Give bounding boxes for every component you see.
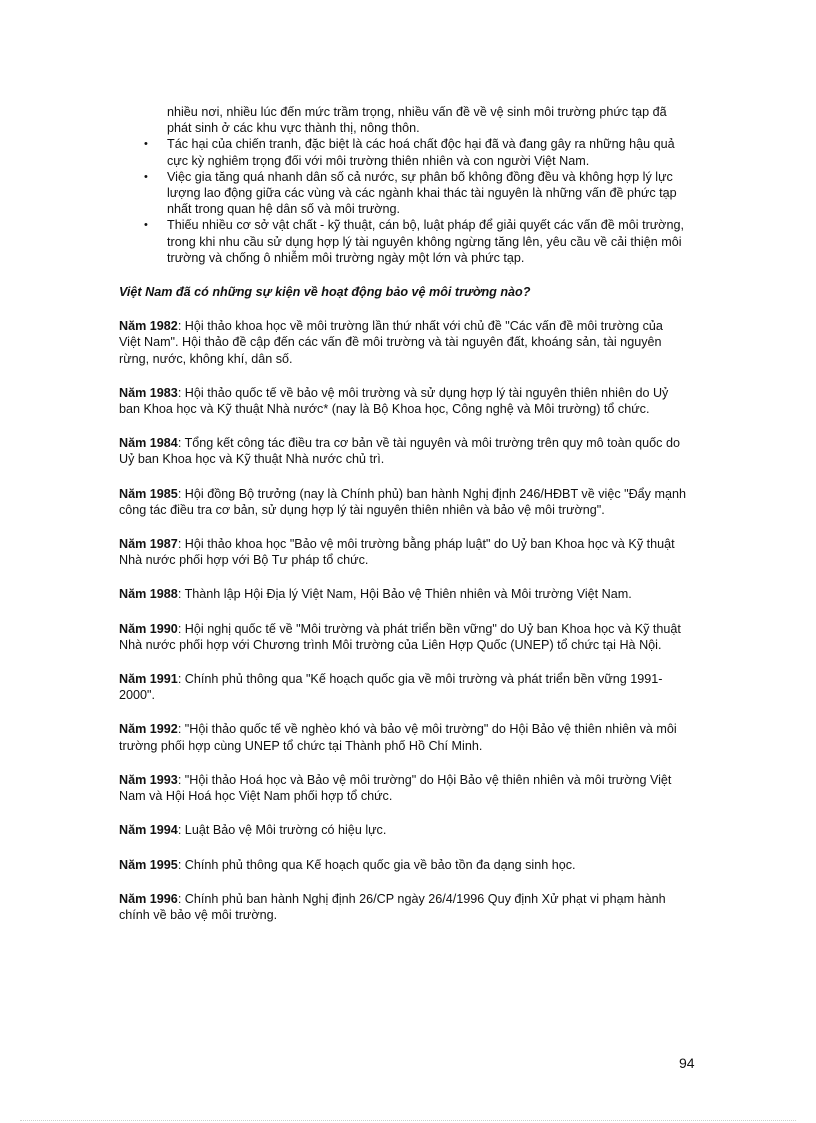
event-text: : Chính phủ thông qua Kế hoạch quốc gia về bảo tồn đa dạng sinh học.	[177, 857, 576, 872]
event-text: : Thành lập Hội Địa lý Việt Nam, Hội Bảo vệ Thiên nhiên và Môi trường Việt Nam.	[177, 587, 632, 602]
event-year: Năm 1993	[119, 772, 178, 787]
event-item	[119, 318, 686, 367]
event-year: Năm 1990	[119, 621, 178, 636]
event-item	[119, 822, 686, 838]
event-text: : Hội nghị quốc tế về "Môi trường và phát triển bền vững" do Uỷ ban Khoa học và Kỹ thuật Nhà nước phối hợp với Chương trình Môi trường của Liên Hợp Quốc (UNEP) tổ chức tại Hà Nội.	[119, 621, 681, 652]
list-item	[119, 169, 686, 218]
event-item	[119, 721, 686, 753]
event-text: : Hội đồng Bộ trưởng (nay là Chính phủ) ban hành Nghị định 246/HĐBT về việc "Đẩy mạnh công tác điều tra cơ bản, sử dụng hợp lý tài nguyên thiên nhiên và bảo vệ môi trường".	[119, 486, 686, 517]
bullet-icon: •	[144, 170, 148, 183]
event-item	[119, 671, 686, 703]
event-text: : "Hội thảo Hoá học và Bảo vệ môi trường" do Hội Bảo vệ thiên nhiên và môi trường Việt Nam và Hội Hoá học Việt Nam phối hợp tổ chức.	[119, 772, 672, 804]
list-item	[119, 136, 686, 168]
page-content	[119, 104, 686, 923]
page-bottom-divider	[20, 1120, 796, 1121]
event-item	[119, 586, 686, 602]
list-item-text: Tác hại của chiến tranh, đặc biệt là các hoá chất độc hại đã và đang gây ra những hậu quả cực kỳ nghiêm trọng đối với môi trường thiên nhiên và con người Việt Nam.	[167, 137, 675, 168]
event-list	[119, 318, 686, 923]
event-item	[119, 621, 686, 653]
list-item	[119, 217, 686, 266]
event-year: Năm 1994	[119, 823, 178, 838]
event-year: Năm 1995	[119, 857, 178, 872]
event-text: : Hội thảo khoa học "Bảo vệ môi trường bằng pháp luật" do Uỷ ban Khoa học và Kỹ thuật Nhà nước phối hợp với Bộ Tư pháp tổ chức.	[119, 537, 675, 568]
event-text: : Tổng kết công tác điều tra cơ bản về tài nguyên và môi trường trên quy mô toàn quốc do Uỷ ban Khoa học và Kỹ thuật Nhà nước chủ trì.	[119, 436, 680, 467]
list-item-text: Việc gia tăng quá nhanh dân số cả nước, sự phân bố không đồng đều và không hợp lý lực lượng lao động giữa các vùng và các ngành khai thác tài nguyên là những vấn đề phức tạp nhất trong quan hệ dân số và môi trường.	[167, 169, 677, 217]
event-year: Năm 1984	[119, 436, 178, 451]
bullet-icon: •	[144, 219, 148, 232]
list-item-text: nhiều nơi, nhiều lúc đến mức trầm trọng, nhiều vấn đề về vệ sinh môi trường phức tạp đã phát sinh ở các khu vực thành thị, nông thôn.	[167, 105, 667, 136]
event-year: Năm 1983	[119, 385, 178, 400]
event-year: Năm 1987	[119, 537, 178, 552]
section-question: Việt Nam đã có những sự kiện về hoạt động bảo vệ môi trường nào?	[119, 285, 531, 300]
list-item	[119, 104, 686, 136]
bullet-list	[119, 104, 686, 266]
event-year: Năm 1992	[119, 722, 178, 737]
event-item	[119, 857, 686, 873]
page-number: 94	[679, 1055, 695, 1071]
event-year: Năm 1988	[119, 587, 178, 602]
event-text: : Chính phủ ban hành Nghị định 26/CP ngày 26/4/1996 Quy định Xử phạt vi phạm hành chính về bảo vệ môi trường.	[119, 891, 666, 922]
event-year: Năm 1996	[119, 891, 178, 906]
bullet-icon: •	[144, 138, 148, 151]
event-text: : Chính phủ thông qua "Kế hoạch quốc gia về môi trường và phát triển bền vững 1991-2000".	[119, 672, 663, 703]
event-item	[119, 536, 686, 568]
event-item	[119, 486, 686, 518]
event-item	[119, 891, 686, 923]
event-year: Năm 1991	[119, 672, 178, 687]
event-text: : Luật Bảo vệ Môi trường có hiệu lực.	[177, 823, 387, 838]
event-year: Năm 1982	[119, 319, 178, 334]
list-item-text: Thiếu nhiều cơ sở vật chất - kỹ thuật, cán bộ, luật pháp để giải quyết các vấn đề môi trường, trong khi nhu cầu sử dụng hợp lý tài nguyên không ngừng tăng lên, yêu cầu về cải thiện môi trường và chống ô nhiễm môi trường ngày một lớn và phức tạp.	[167, 218, 684, 265]
event-item	[119, 385, 686, 417]
event-text: : Hội thảo khoa học về môi trường lần thứ nhất với chủ đề "Các vấn đề môi trường của Việt Nam". Hội thảo đề cập đến các vấn đề môi trường và tài nguyên đất, khoáng sản, tài nguyên rừng, nước, không khí, dân số.	[119, 319, 663, 366]
event-text: : Hội thảo quốc tế về bảo vệ môi trường và sử dụng hợp lý tài nguyên thiên nhiên do Uỷ ban Khoa học và Kỹ thuật Nhà nước* (nay là Bộ Khoa học, Công nghệ và Môi trường) tổ chức.	[119, 385, 669, 417]
event-item	[119, 435, 686, 467]
event-year: Năm 1985	[119, 486, 178, 501]
event-text: : "Hội thảo quốc tế về nghèo khó và bảo vệ môi trường" do Hội Bảo vệ thiên nhiên và môi trường phối hợp cùng UNEP tổ chức tại Thành phố Hồ Chí Minh.	[119, 722, 677, 753]
event-item	[119, 772, 686, 804]
